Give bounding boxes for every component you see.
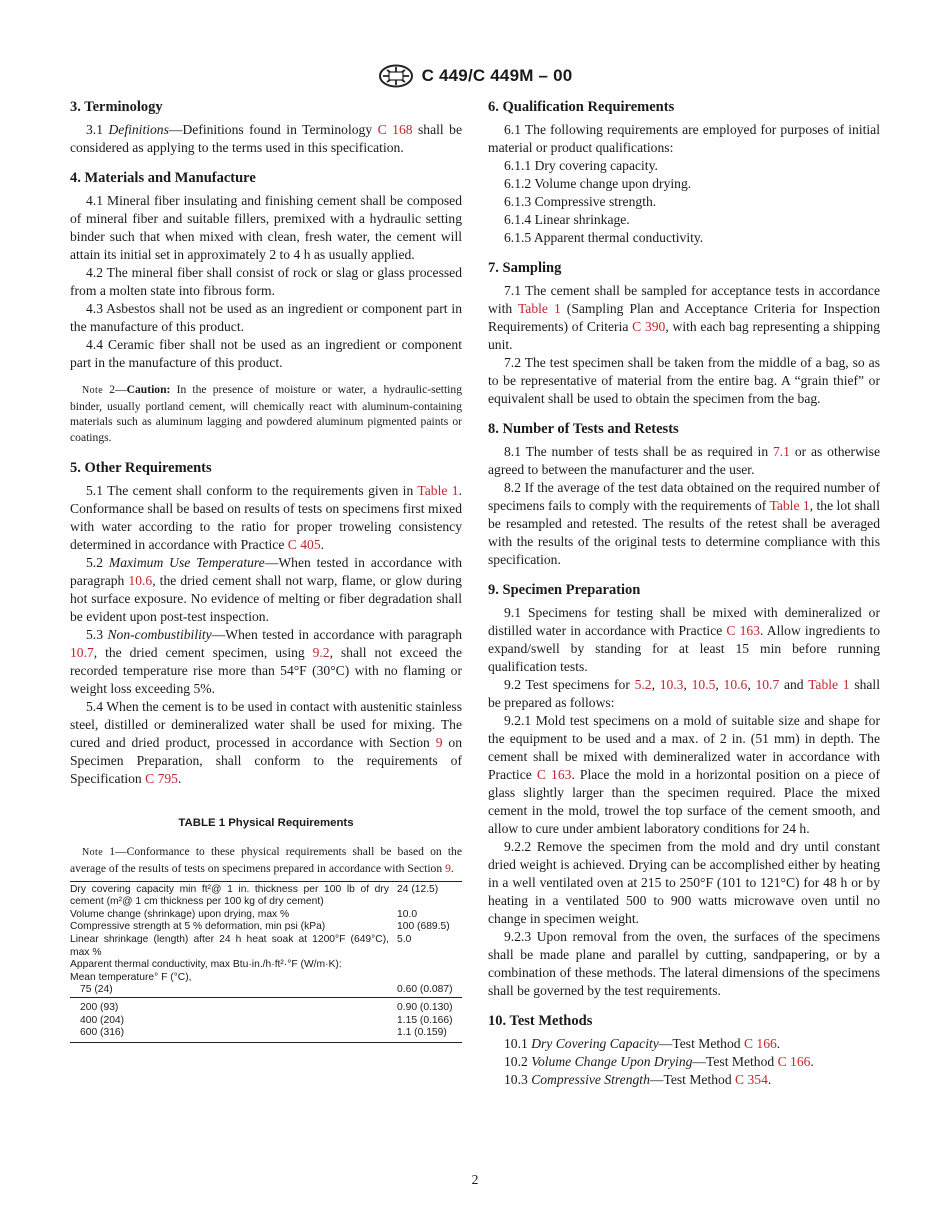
list-item: 10.2 Volume Change Upon Drying—Test Method C 166. <box>504 1054 814 1069</box>
ref-link[interactable]: Table 1 <box>769 498 810 513</box>
paragraph-9-1: 9.1 Specimens for testing shall be mixed with demineralized or distilled water in accordance with Practice C 163. Allow ingredients to expand/swell by standing for at least 15 min before running qualification tests. <box>488 605 880 674</box>
ref-link[interactable]: C 354 <box>735 1072 768 1087</box>
paragraph-9-2-2: 9.2.2 Remove the specimen from the mold and dry until constant dried weight is achieved. Drying can be accomplished either by heating in a well ventilated oven at 215 to 250°F (101 to 121°C) for 48 h or by heating in a ventilated 500 to 900 watts microwave oven until no change in specimen weight. <box>488 839 880 926</box>
paragraph-5-2: 5.2 Maximum Use Temperature—When tested in accordance with paragraph 10.6, the dried cement shall not warp, flame, or glow during hot surface exposure. No evidence of melting or fiber degradation shall be evident upon post-test inspection. <box>70 555 462 625</box>
list-item: 10.1 Dry Covering Capacity—Test Method C 166. <box>504 1036 781 1051</box>
paragraph-4-4: 4.4 Ceramic fiber shall not be used as an ingredient or component part in the manufacture of this product. <box>70 337 462 370</box>
ref-link[interactable]: 5.2 <box>634 677 652 692</box>
ref-link[interactable]: Table 1 <box>808 677 850 692</box>
section-title: 8. Number of Tests and Retests <box>488 421 679 437</box>
section-materials <box>70 169 462 372</box>
ref-link[interactable]: C 163 <box>726 623 760 638</box>
list-item: 10.3 Compressive Strength—Test Method C 354. <box>504 1072 772 1087</box>
ref-link[interactable]: C 405 <box>287 537 321 553</box>
paragraph-9-2-1: 9.2.1 Mold test specimens on a mold of suitable size and shape for the equipment to be used and a max. of 2 in. (51 mm) in depth. The cement shall be mixed with demineralized water in accordance with Practice C 163. Place the mold in a horizontal position on a piece of glass slightly larger than the specimen required. Place the mixed cement in the mold, trowel the top surface of the cement smooth, and allow to cure under ambient laboratory conditions for 24 h. <box>488 713 880 836</box>
section-sampling <box>488 259 880 408</box>
ref-link[interactable]: Table 1 <box>417 483 459 499</box>
ref-link[interactable]: 10.6 <box>723 677 748 692</box>
page-header <box>0 64 950 88</box>
paragraph-4-1: 4.1 Mineral fiber insulating and finishing cement shall be composed of mineral fiber and suitable fillers, premixed with a hydraulic setting binder such that when mixed with clean, fresh water, the cement will attain its initial set in approximately 2 to 4 h as usually applied. <box>70 193 462 262</box>
paragraph-5-1: 5.1 The cement shall conform to the requirements given in Table 1. Conformance shall be based on results of tests on specimens first mixed with water according to the ratio for proper troweling consistency determined in accordance with Practice C 405. <box>70 483 462 553</box>
ref-link[interactable]: 9.2 <box>312 645 330 661</box>
list-item: 6.1.2 Volume change upon drying. <box>504 176 692 191</box>
section-title: 3. Terminology <box>70 99 163 115</box>
right-column <box>488 98 880 1101</box>
page-number: 2 <box>471 1172 479 1187</box>
note-2: Note 2—Caution: In the presence of moisture or water, a hydraulic-setting binder, usually portland cement, will chemically react with aluminum-containing materials such as aluminum lagging and powdered aluminum pigmented paints or coatings. <box>70 383 462 444</box>
ref-link[interactable]: 10.6 <box>128 573 153 589</box>
table-row: Linear shrinkage (length) after 24 h heat soak at 1200°F (649°C), max % 5.0 <box>70 933 412 958</box>
ref-link[interactable]: 10.7 <box>755 677 780 692</box>
ref-link[interactable]: 9 <box>445 861 451 875</box>
paragraph-6-1: 6.1 The following requirements are employed for purposes of initial material or product qualifications: <box>488 122 880 155</box>
ref-link[interactable]: C 390 <box>632 319 666 334</box>
ref-link[interactable]: C 166 <box>777 1054 811 1069</box>
ref-link[interactable]: 9 <box>435 735 443 751</box>
table-row: 75 (24) 0.60 (0.087) <box>80 984 453 996</box>
table-row: Volume change (shrinkage) upon drying, max % 10.0 <box>70 908 418 920</box>
paragraph-7-2: 7.2 The test specimen shall be taken from the middle of a bag, so as to be representative of material from the entire bag. A “grain thief” or equivalent shall be used to obtain the specimen from the bag. <box>488 355 880 406</box>
paragraph-5-4: 5.4 When the cement is to be used in contact with austenitic stainless steel, distilled or demineralized water shall be used for mixing. The cured and dried product, processed in accordance with Section 9 on Specimen Preparation, shall conform to the requirements of Specification C 795. <box>70 699 462 787</box>
ref-link[interactable]: 10.5 <box>691 677 716 692</box>
paragraph-8-2: 8.2 If the average of the test data obtained on the required number of specimens fails to comply with the requirements of Table 1, the lot shall be resampled and retested. The results of the retest shall be averaged with the results of the original tests to determine compliance with this specification. <box>488 480 880 567</box>
table-note-1: Note 1—Conformance to these physical requirements shall be based on the average of the results of tests on specimens prepared in accordance with Section 9. <box>70 845 462 875</box>
section-specimen-preparation <box>488 581 880 1000</box>
section-title: 9. Specimen Preparation <box>488 582 641 598</box>
section-title: 7. Sampling <box>488 260 562 276</box>
paragraph-3-1: 3.1 Definitions—Definitions found in Terminology C 168 shall be considered as applying to the terms used in this specification. <box>70 122 462 155</box>
ref-link[interactable]: C 168 <box>377 122 413 137</box>
table-row: Apparent thermal conductivity, max Btu·in./h·ft²·°F (W/m·K): <box>70 959 342 971</box>
ref-link[interactable]: C 795 <box>145 771 178 787</box>
table-row: Mean temperature° F (°C), <box>70 971 192 983</box>
section-qualification <box>488 98 880 247</box>
section-title: 6. Qualification Requirements <box>488 99 675 115</box>
table-title: TABLE 1 Physical Requirements <box>178 817 354 830</box>
ref-link[interactable]: 10.3 <box>659 677 684 692</box>
list-item: 6.1.3 Compressive strength. <box>504 194 657 209</box>
table-row: 400 (204) 1.15 (0.166) <box>80 1014 453 1026</box>
ref-link[interactable]: 10.7 <box>70 645 94 661</box>
document-designation: C 449/C 449M – 00 <box>421 66 573 85</box>
section-title: 10. Test Methods <box>488 1013 593 1029</box>
physical-requirements-table <box>70 881 462 1043</box>
paragraph-4-2: 4.2 The mineral fiber shall consist of rock or slag or glass processed from a molten state into fibrous form. <box>70 265 462 298</box>
ref-link[interactable]: C 166 <box>743 1036 777 1051</box>
table-row: 200 (93) 0.90 (0.130) <box>70 997 462 1014</box>
list-item: 6.1.4 Linear shrinkage. <box>504 212 630 227</box>
paragraph-9-2-3: 9.2.3 Upon removal from the oven, the surfaces of the specimens shall be made plane and parallel by cutting, sandpapering, or by a combination of these methods. The lateral dimensions of the specimens shall be governed by the test requirements. <box>488 929 880 998</box>
ref-link[interactable]: C 163 <box>536 767 572 782</box>
table-row: Dry covering capacity min ft²@ 1 in. thickness per 100 lb of dry cement (m²@ 1 cm thickness per 100 kg of dry cement) 24 (12.5) <box>70 883 439 908</box>
section-tests-retests <box>488 420 880 569</box>
section-other-requirements <box>70 459 462 788</box>
left-column <box>70 98 462 1043</box>
table-row: Compressive strength at 5 % deformation, min psi (kPa) 100 (689.5) <box>70 921 450 933</box>
astm-logo <box>378 64 414 88</box>
paragraph-4-3: 4.3 Asbestos shall not be used as an ingredient or component part in the manufacture of this product. <box>70 301 462 334</box>
ref-link[interactable]: Table 1 <box>517 301 561 316</box>
list-item: 6.1.1 Dry covering capacity. <box>504 158 658 173</box>
section-terminology <box>70 98 462 157</box>
paragraph-5-3: 5.3 Non-combustibility—When tested in accordance with paragraph 10.7, the dried cement specimen, using 9.2, shall not exceed the recorded temperature rise more than 54°F (30°C) with no flaming or weight loss exceeding 5%. <box>70 627 463 697</box>
section-test-methods <box>488 1012 880 1089</box>
section-title: 4. Materials and Manufacture <box>70 170 256 186</box>
section-title: 5. Other Requirements <box>70 460 212 477</box>
paragraph-9-2: 9.2 Test specimens for 5.2, 10.3, 10.5, 10.6, 10.7 and Table 1 shall be prepared as follows: <box>488 677 880 710</box>
ref-link[interactable]: 7.1 <box>772 444 790 459</box>
list-item: 6.1.5 Apparent thermal conductivity. <box>504 230 704 245</box>
paragraph-8-1: 8.1 The number of tests shall be as required in 7.1 or as otherwise agreed to between the manufacturer and the user. <box>488 444 880 477</box>
table-row: 600 (316) 1.1 (0.159) <box>80 1027 447 1039</box>
paragraph-7-1: 7.1 The cement shall be sampled for acceptance tests in accordance with Table 1 (Sampling Plan and Acceptance Criteria for Inspection Requirements) of Criteria C 390, with each bag representing a shipping unit. <box>488 283 881 352</box>
